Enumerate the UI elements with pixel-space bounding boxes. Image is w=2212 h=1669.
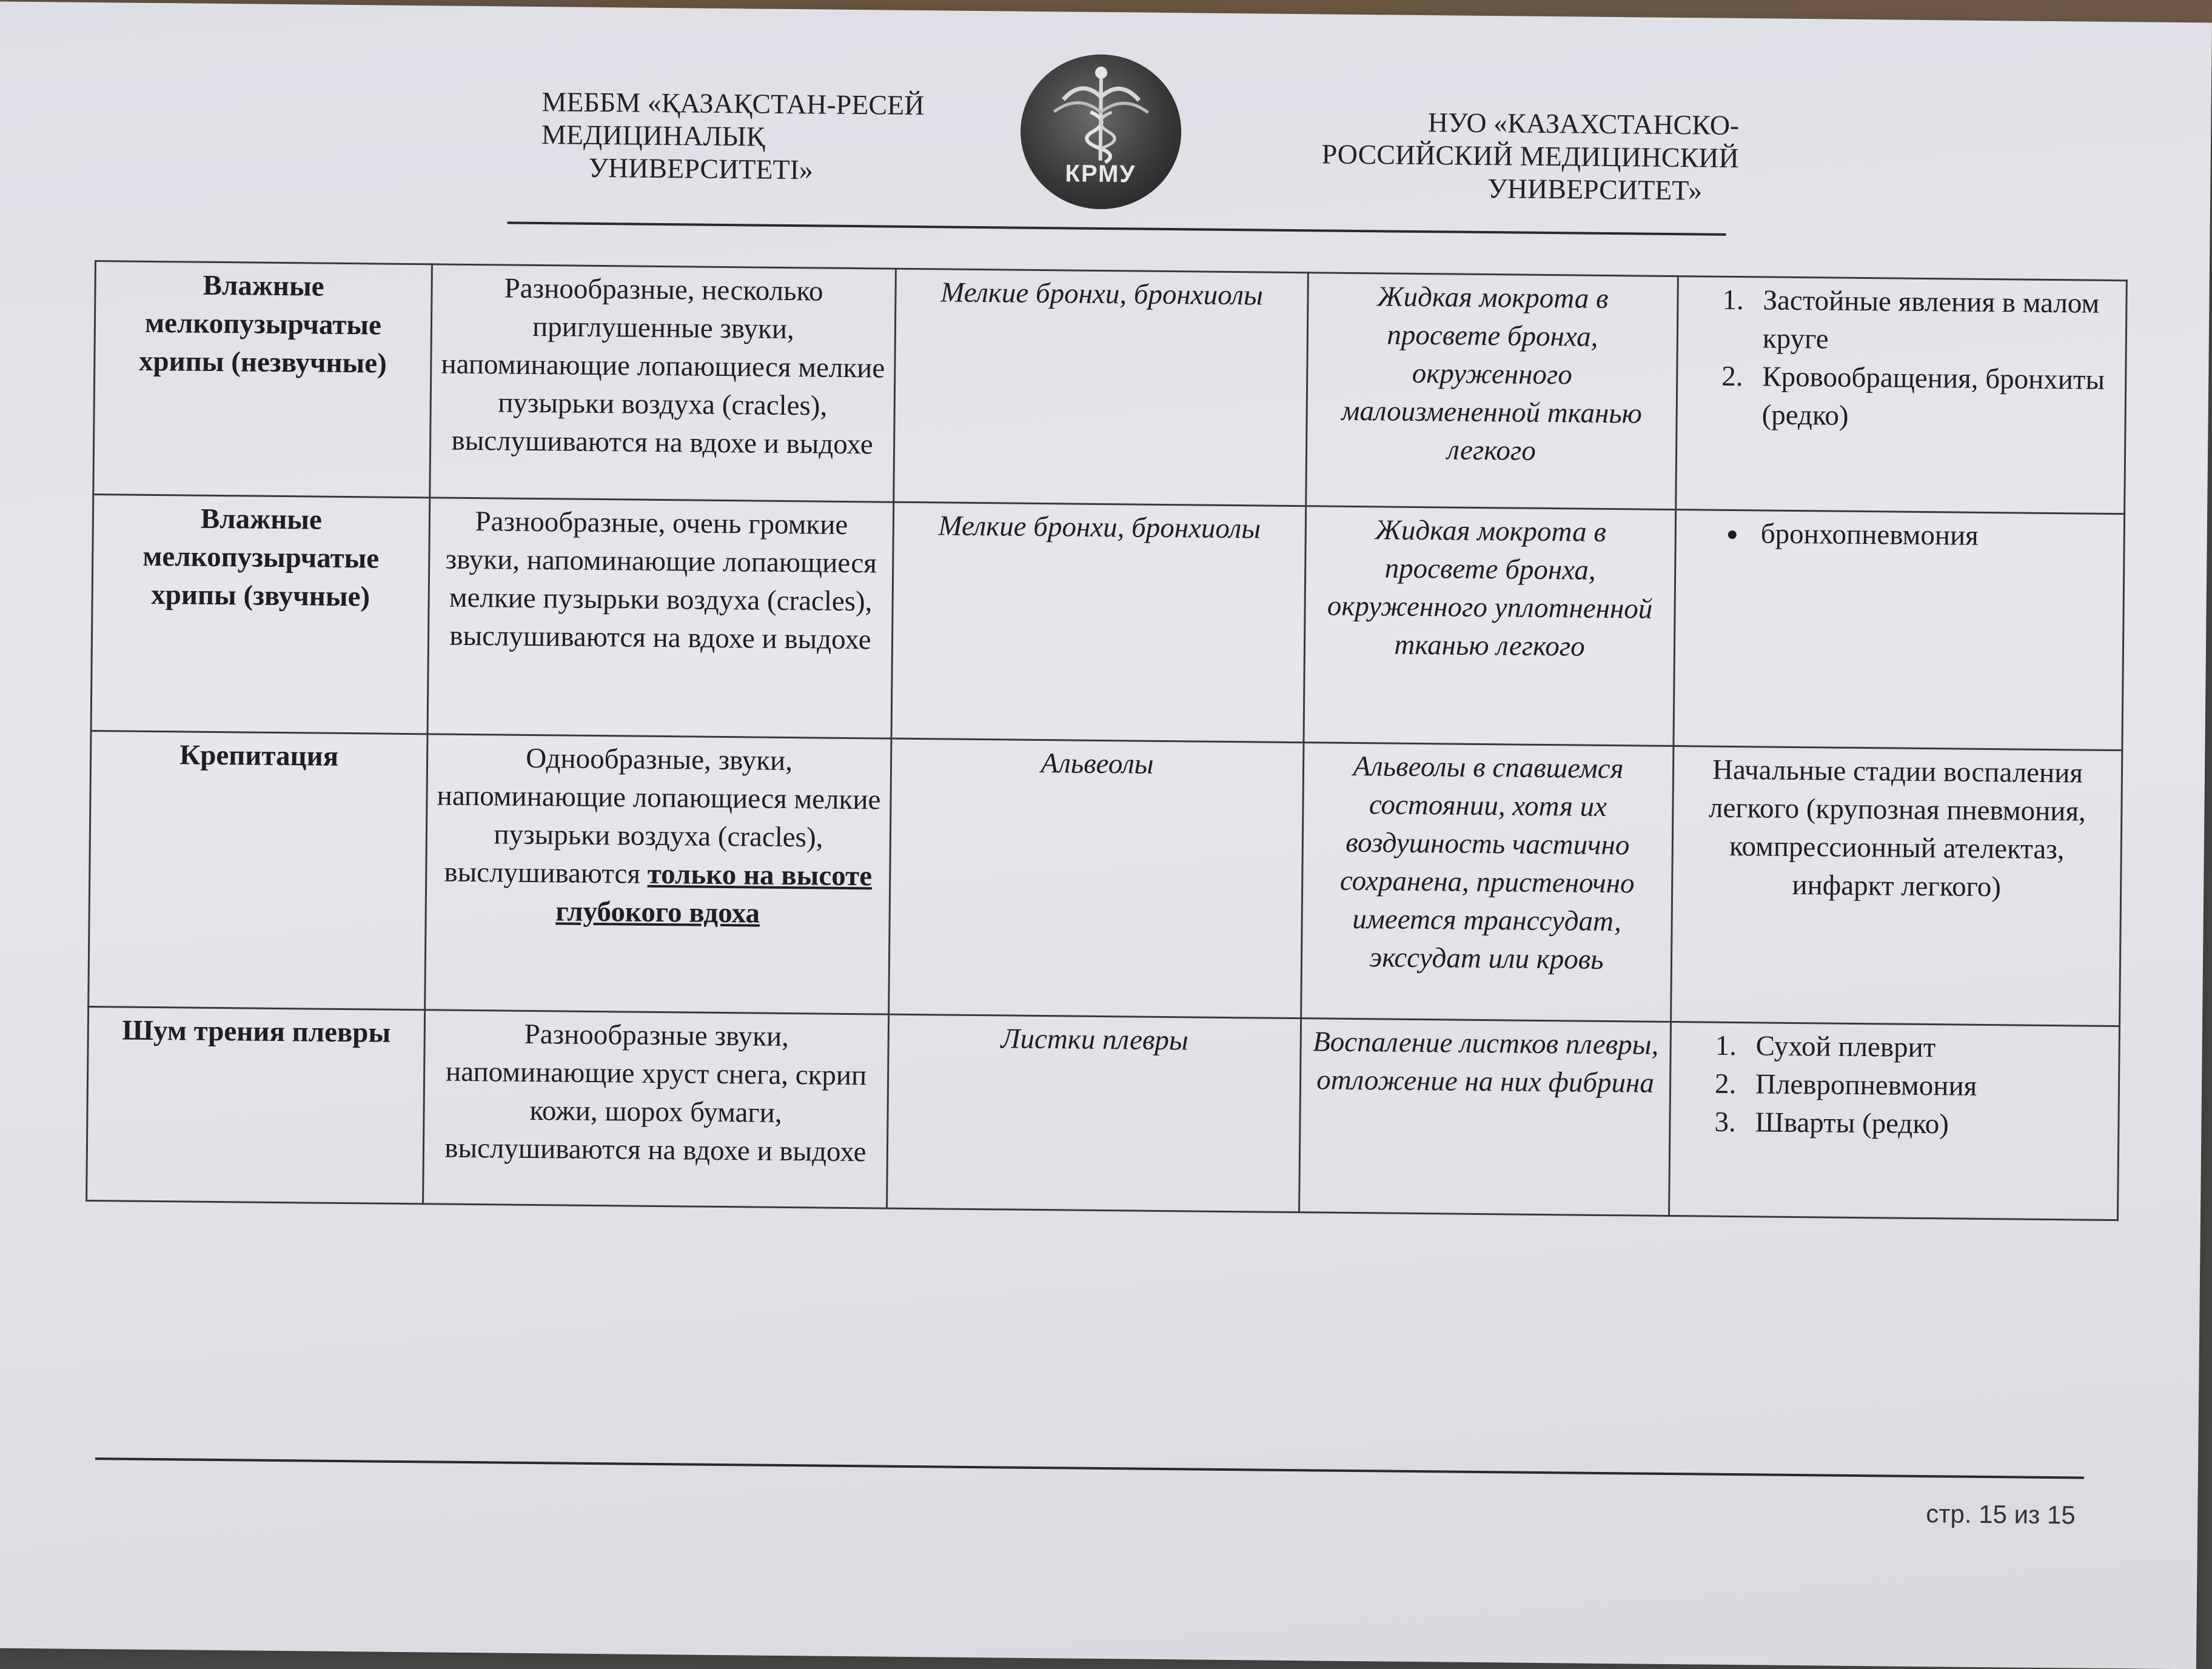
row2-location: Мелкие бронхи, бронхиолы [891, 502, 1306, 743]
row4-name: Шум трения плевры [87, 1006, 425, 1203]
header-left-line1: МЕББМ «ҚАЗАҚСТАН-РЕСЕЙ [541, 86, 925, 121]
row1-name: Влажные мелкопузырчатые хрипы (незвучные) [93, 261, 432, 498]
list-item: 3. Шварты (редко) [1743, 1103, 2110, 1145]
row1-description: Разнообразные, несколько приглушенные звуки, напоминающие лопающиеся мелкие пузырьки воздуха (cracles), выслушиваются на вдохе и выдохе [430, 264, 896, 502]
row1-mechanism: Жидкая мокрота в просвете бронха, окруженного малоизмененной тканью легкого [1306, 273, 1678, 510]
auscultation-table [85, 260, 2128, 1221]
row3-description-main: Однообразные, звуки, напоминающие лопающиеся мелкие пузырьки воздуха (cracles), выслушиваются [437, 742, 881, 890]
row4-location: Листки плевры [887, 1014, 1301, 1212]
header-right-line1: НУО «КАЗАХСТАНСКО- [1427, 107, 1740, 141]
logo-label: КРМУ [1065, 160, 1136, 188]
row1-diseases [1676, 276, 2127, 514]
page-number: стр. 15 из 15 [1926, 1499, 2076, 1530]
row4-mechanism: Воспаление листков плевры, отложение на них фибрина [1299, 1018, 1671, 1216]
row3-description [425, 734, 891, 1014]
list-item: 1. Застойные явления в малом круге [1751, 281, 2117, 361]
header-divider [508, 222, 1726, 236]
header-right-russian [1241, 104, 1740, 207]
header-left-line2: МЕДИЦИНАЛЫҚ [541, 119, 765, 152]
row3-diseases: Начальные стадии воспаления легкого (крупозная пневмония, компрессионный ателектаз, инфаркт легкого) [1671, 746, 2122, 1026]
row2-diseases-list [1684, 514, 2115, 557]
table-row [87, 1006, 2120, 1220]
document-page [0, 1, 2212, 1669]
list-item: 2. Кровообращения, бронхиты (редко) [1749, 358, 2116, 438]
table-row [91, 495, 2125, 751]
list-item: • бронхопневмония [1748, 515, 2115, 557]
university-logo [1020, 54, 1182, 210]
row3-location: Альвеолы [889, 738, 1304, 1018]
row2-mechanism: Жидкая мокрота в просвете бронха, окруженного уплотненной тканью легкого [1304, 506, 1676, 746]
list-item: 2. Плевропневмония [1743, 1065, 2110, 1107]
footer-divider [95, 1457, 2084, 1479]
row3-mechanism: Альвеолы в спавшемся состоянии, хотя их воздушность частично сохранена, пристеночно имеется транссудат, экссудат или кровь [1301, 743, 1674, 1022]
header-left-kazakh [541, 85, 967, 188]
row2-diseases [1674, 510, 2125, 751]
row4-description: Разнообразные звуки, напоминающие хруст снега, скрип кожи, шорох бумаги, выслушиваются на вдохе и выдохе [423, 1010, 889, 1208]
header-right-line3: УНИВЕРСИТЕТ» [1487, 173, 1703, 206]
header-right-line2: РОССИЙСКИЙ МЕДИЦИНСКИЙ [1321, 138, 1739, 174]
row3-description-emphasis: только на высоте глубокого вдоха [555, 858, 873, 929]
row2-name: Влажные мелкопузырчатые хрипы (звучные) [91, 495, 430, 734]
table-row [89, 731, 2122, 1026]
row1-diseases-list [1686, 281, 2117, 438]
row3-name: Крепитация [89, 731, 427, 1009]
row2-description: Разнообразные, очень громкие звуки, напоминающие лопающиеся мелкие пузырьки воздуха (cracles), выслушиваются на вдохе и выдохе [427, 498, 894, 738]
header-left-line3: УНИВЕРСИТЕТІ» [588, 152, 814, 186]
list-item: 1. Сухой плеврит [1743, 1027, 2110, 1069]
row1-location: Мелкие бронхи, бронхиолы [894, 269, 1309, 506]
row4-diseases-list [1679, 1026, 2110, 1145]
table-row [93, 261, 2127, 514]
row4-diseases [1669, 1022, 2119, 1220]
